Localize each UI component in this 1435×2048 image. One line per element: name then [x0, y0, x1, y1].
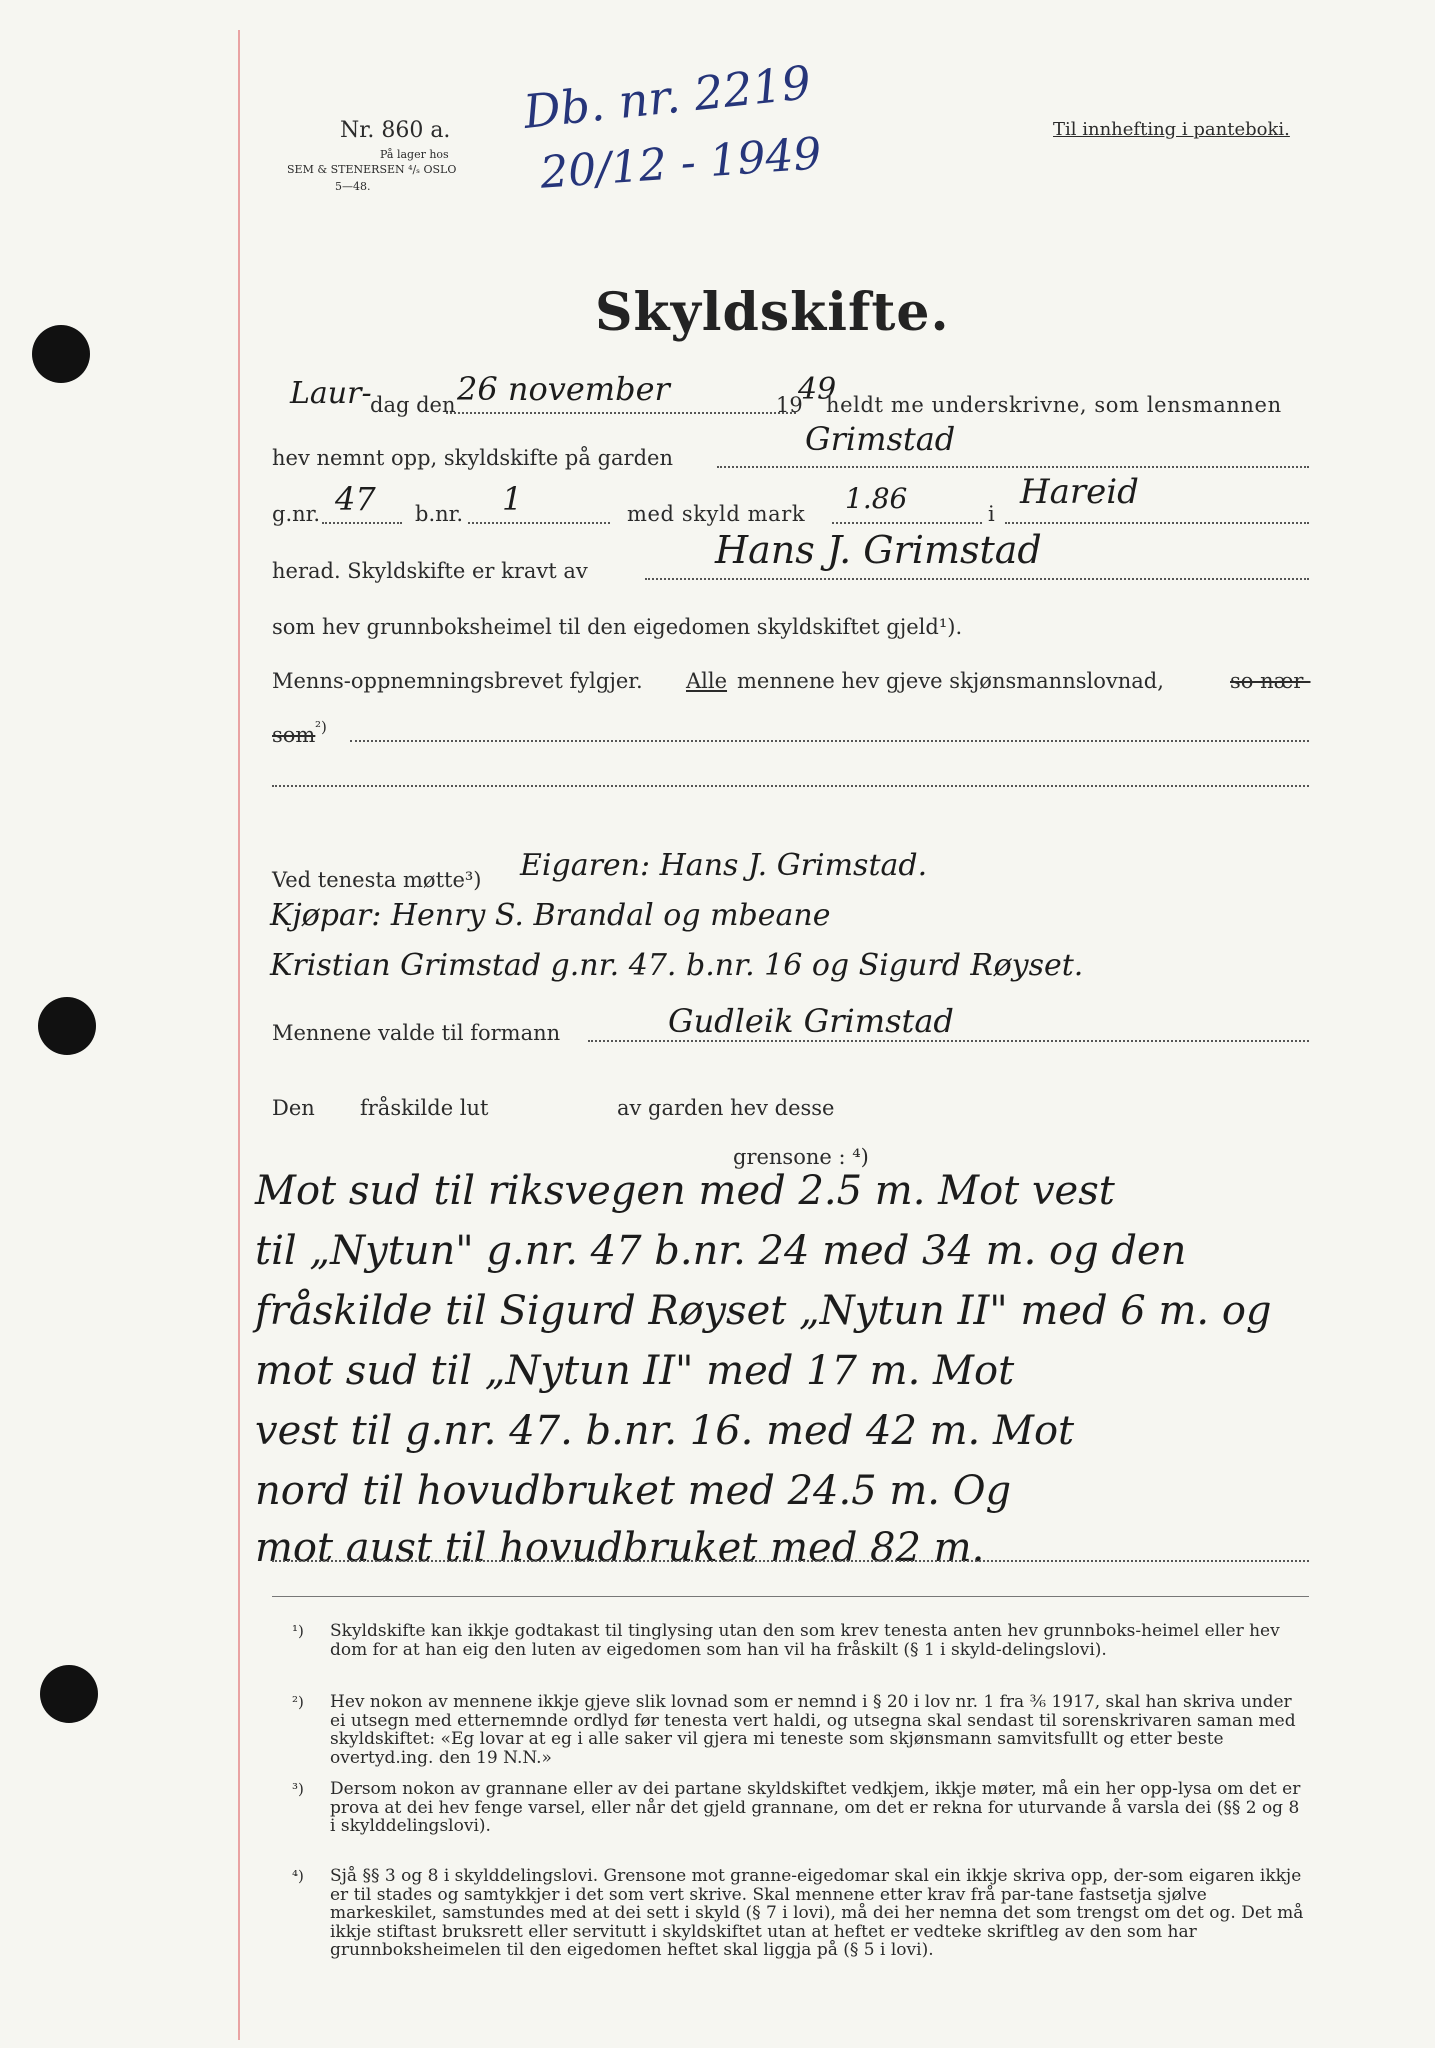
boundary-line: Mot sud til riksvegen med 2.5 m. Mot vest: [255, 1168, 1115, 1214]
lut-den: Den: [272, 1096, 315, 1120]
pledge-text: mennene hev gjeve skjønsmannslovnad,: [737, 669, 1164, 693]
bnr-line: [468, 522, 610, 524]
punch-hole-top: [32, 325, 90, 383]
gnr-label: g.nr.: [272, 502, 321, 526]
boundaries-label: grensone : ⁴): [733, 1145, 869, 1169]
herad-line: [1005, 522, 1309, 524]
blank-line-2: [272, 785, 1309, 787]
herad-handwritten: Hareid: [1020, 472, 1139, 512]
boundary-line: nord til hovudbruket med 24.5 m. Og: [255, 1468, 1012, 1514]
bnr-handwritten: 1: [502, 480, 523, 518]
mark-line: [832, 522, 982, 524]
herad-i-label: i: [988, 502, 995, 526]
struck-text-1: so nær-: [1230, 669, 1311, 693]
boundary-line: til „Nytun" g.nr. 47 b.nr. 24 med 34 m. og den: [255, 1228, 1187, 1274]
heimel-text: som hev grunnboksheimel til den eigedomen skyldskiftet gjeld¹).: [272, 615, 963, 639]
attendee-line-1: Eigaren: Hans J. Grimstad.: [520, 848, 928, 883]
document-number-handwritten: Db. nr. 2219: [520, 55, 814, 139]
footnote-number: ³): [292, 1780, 304, 1798]
footnote-ref-2: ²): [315, 718, 327, 736]
footnote-text: Skyldskifte kan ikkje godtakast til tinglysing utan den som krev tenesta anten hev grunnboks-heimel eller hev dom for at han eig den luten av eigedomen som han vil ha fråskilt (§ 1 i skyld-delingslovi).: [330, 1621, 1280, 1660]
chairman-line: [588, 1040, 1309, 1042]
footnote-text: Hev nokon av mennene ikkje gjeve slik lovnad som er nemnd i § 20 i lov nr. 1 fra ³⁄₆ 1917, skal han skriva under ei utsegn med etternemnde ordlyd før tenesta vert haldi, og utsegna skal sendast til sorenskrivaren saman med skyldskiftet: «Eg lovar at eg i alle saker vil gjera mi teneste som skjønsmann samvitsfullt og etter beste overtyd.ing. den 19 N.N.»: [330, 1692, 1296, 1768]
gnr-line: [322, 522, 402, 524]
attendees-label: Ved tenesta møtte³): [272, 868, 482, 892]
blank-line-3: [272, 1560, 1309, 1562]
appointment-text: Menns-oppnemningsbrevet fylgjer.: [272, 669, 643, 693]
footnote-number: ²): [292, 1693, 304, 1711]
date-handwritten: 26 november: [457, 370, 670, 408]
boundary-line: mot aust til hovudbruket med 82 m.: [255, 1525, 985, 1571]
struck-text-2: som: [272, 723, 316, 747]
claimant-handwritten: Hans J. Grimstad: [715, 528, 1042, 572]
footnote-number: ⁴): [292, 1867, 304, 1885]
claimant-label: herad. Skyldskifte er kravt av: [272, 559, 588, 583]
attendee-line-2: Kjøpar: Henry S. Brandal og mbeane: [270, 898, 831, 933]
year-handwritten: 49: [798, 372, 837, 407]
year-prefix: 19: [776, 393, 803, 417]
publisher-line-1: På lager hos: [380, 148, 449, 161]
farm-label: hev nemnt opp, skyldskifte på garden: [272, 446, 673, 470]
document-date-handwritten: 20/12 - 1949: [538, 128, 824, 199]
skyld-label: med skyld mark: [627, 502, 806, 526]
chairman-label: Mennene valde til formann: [272, 1021, 561, 1045]
line1-text: heldt me underskrivne, som lensmannen: [826, 393, 1282, 417]
chairman-handwritten: Gudleik Grimstad: [668, 1002, 954, 1040]
day-label: dag den: [370, 393, 456, 417]
date-line: [446, 412, 796, 414]
boundary-line: vest til g.nr. 47. b.nr. 16. med 42 m. Mot: [255, 1408, 1075, 1454]
weekday-handwritten: Laur-: [290, 376, 372, 411]
boundary-line: fråskilde til Sigurd Røyset „Nytun II" med 6 m. og: [255, 1288, 1272, 1334]
farm-line: [717, 466, 1309, 468]
footnote-text: Sjå §§ 3 og 8 i skylddelingslovi. Grensone mot granne-eigedomar skal ein ikkje skriva opp, der-som eigaren ikkje er til stades og samtykkjer i det som vert skrive. Skal mennene etter krav frå par-tane fastsetja sjølve markeskilet, samstundes med at dei sett i skyld (§ 7 i lovi), må dei her nemna det som trengst om det og. Det må ikkje stiftast bruksrett eller servitutt i skyldskiftet utan at heftet er vedteke skriftleg av den som har grunnboksheimelen til den eigedomen heftet skal liggja på (§ 5 i lovi).: [330, 1866, 1304, 1960]
page-title: Skyldskifte.: [595, 282, 950, 343]
filing-instruction: Til innhefting i panteboki.: [1053, 119, 1290, 140]
form-number: Nr. 860 a.: [340, 118, 451, 143]
publisher-line-3: 5—48.: [335, 180, 371, 193]
alle-word: Alle: [686, 669, 728, 693]
farm-handwritten: Grimstad: [805, 420, 956, 458]
publisher-line-2: SEM & STENERSEN ⁴/ₛ OSLO: [287, 163, 457, 176]
bnr-label: b.nr.: [415, 502, 464, 526]
footnote-number: ¹): [292, 1622, 304, 1640]
footnote-divider: [272, 1596, 1309, 1597]
mark-handwritten: 1.86: [845, 482, 908, 515]
gnr-handwritten: 47: [335, 480, 376, 518]
lut-label: fråskilde lut: [360, 1096, 489, 1120]
punch-hole-bottom: [40, 1665, 98, 1723]
blank-line-1: [350, 740, 1309, 742]
lut-text: av garden hev desse: [617, 1096, 835, 1120]
attendee-line-3: Kristian Grimstad g.nr. 47. b.nr. 16 og Sigurd Røyset.: [270, 948, 1084, 983]
boundary-line: mot sud til „Nytun II" med 17 m. Mot: [255, 1348, 1015, 1394]
margin-rule: [238, 30, 240, 2040]
footnote-text: Dersom nokon av grannane eller av dei partane skyldskiftet vedkjem, ikkje møter, må ein her opp-lysa om det er prova at dei hev fenge varsel, eller når det gjeld grannane, om det er rekna for uturvande å varsla dei (§§ 2 og 8 i skylddelingslovi).: [330, 1779, 1301, 1836]
claimant-line: [645, 578, 1309, 580]
punch-hole-middle: [38, 997, 96, 1055]
